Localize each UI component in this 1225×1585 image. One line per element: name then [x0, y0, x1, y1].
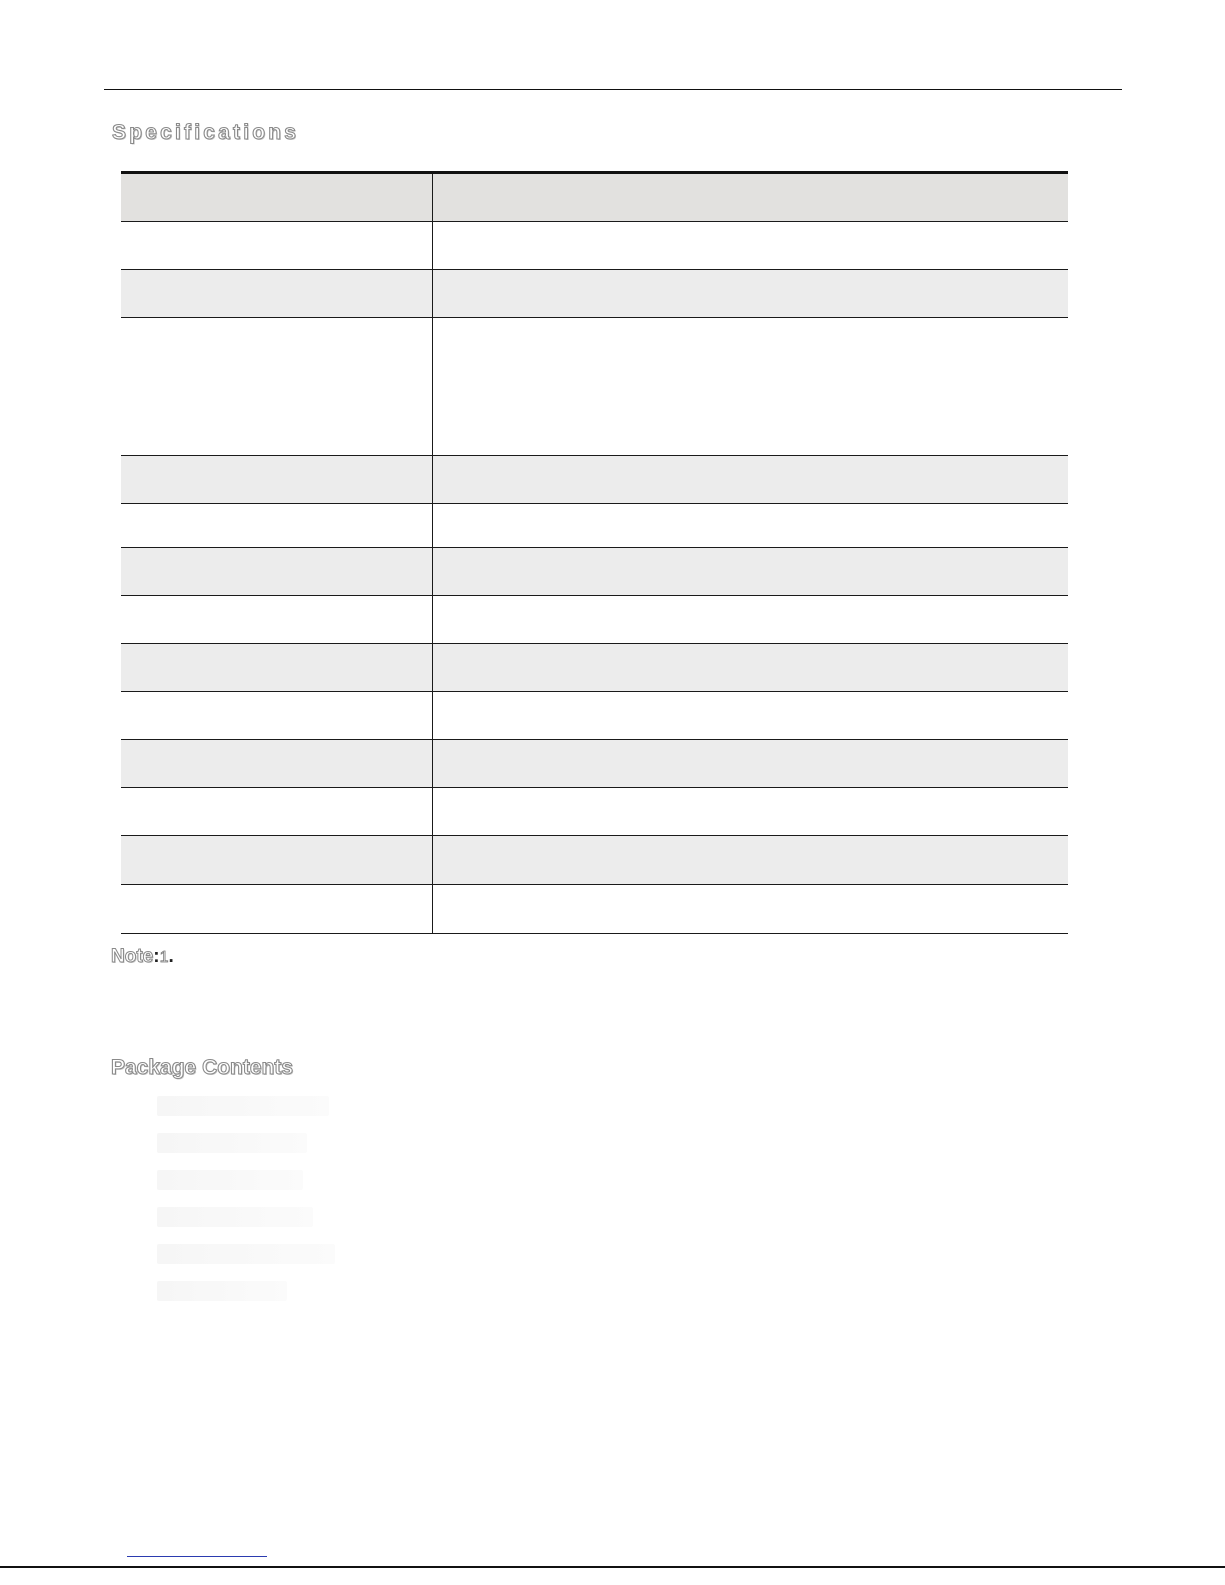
row-value: [433, 740, 1069, 788]
package-item: [157, 1281, 287, 1301]
table-row: [121, 788, 1068, 836]
footer-link-underline[interactable]: [127, 1556, 267, 1557]
package-item: [157, 1096, 329, 1116]
row-parameter: [121, 222, 433, 270]
table-row: [121, 456, 1068, 504]
row-value: [433, 318, 1069, 456]
package-contents-heading: Package Contents: [111, 1056, 294, 1079]
row-parameter: [121, 644, 433, 692]
package-item: [157, 1207, 313, 1227]
table-row: [121, 644, 1068, 692]
row-value: [433, 548, 1069, 596]
table-row: [121, 270, 1068, 318]
table-row: [121, 222, 1068, 270]
package-item: [157, 1133, 307, 1153]
row-value: [433, 788, 1069, 836]
row-value: [433, 222, 1069, 270]
table-row: [121, 740, 1068, 788]
footer-rule: [0, 1566, 1225, 1568]
header-rule: [104, 89, 1122, 90]
row-value: [433, 836, 1069, 885]
header-parameter: [121, 173, 433, 222]
header-value: [433, 173, 1069, 222]
note-number: 1: [159, 949, 169, 966]
specifications-heading: Specifications: [112, 121, 300, 144]
row-parameter: [121, 318, 433, 456]
row-value: [433, 504, 1069, 548]
row-parameter: [121, 270, 433, 318]
row-value: [433, 270, 1069, 318]
row-value: [433, 692, 1069, 740]
row-parameter: [121, 788, 433, 836]
table-row: [121, 504, 1068, 548]
table-row: [121, 692, 1068, 740]
row-parameter: [121, 692, 433, 740]
note-label: Note: [111, 946, 154, 967]
note-line: [111, 946, 174, 968]
row-value: [433, 596, 1069, 644]
row-parameter: [121, 548, 433, 596]
note-dot: .: [168, 946, 174, 967]
specifications-table: [121, 171, 1068, 934]
note-colon: :: [153, 946, 160, 967]
table-header-row: [121, 173, 1068, 222]
row-parameter: [121, 740, 433, 788]
table-row: [121, 548, 1068, 596]
row-parameter: [121, 885, 433, 934]
package-item: [157, 1244, 335, 1264]
row-value: [433, 885, 1069, 934]
table-row: [121, 836, 1068, 885]
table-row: [121, 596, 1068, 644]
row-value: [433, 644, 1069, 692]
row-parameter: [121, 504, 433, 548]
package-item: [157, 1170, 303, 1190]
row-parameter: [121, 456, 433, 504]
row-parameter: [121, 596, 433, 644]
row-parameter: [121, 836, 433, 885]
row-value: [433, 456, 1069, 504]
table-row: [121, 318, 1068, 456]
table-row: [121, 885, 1068, 934]
